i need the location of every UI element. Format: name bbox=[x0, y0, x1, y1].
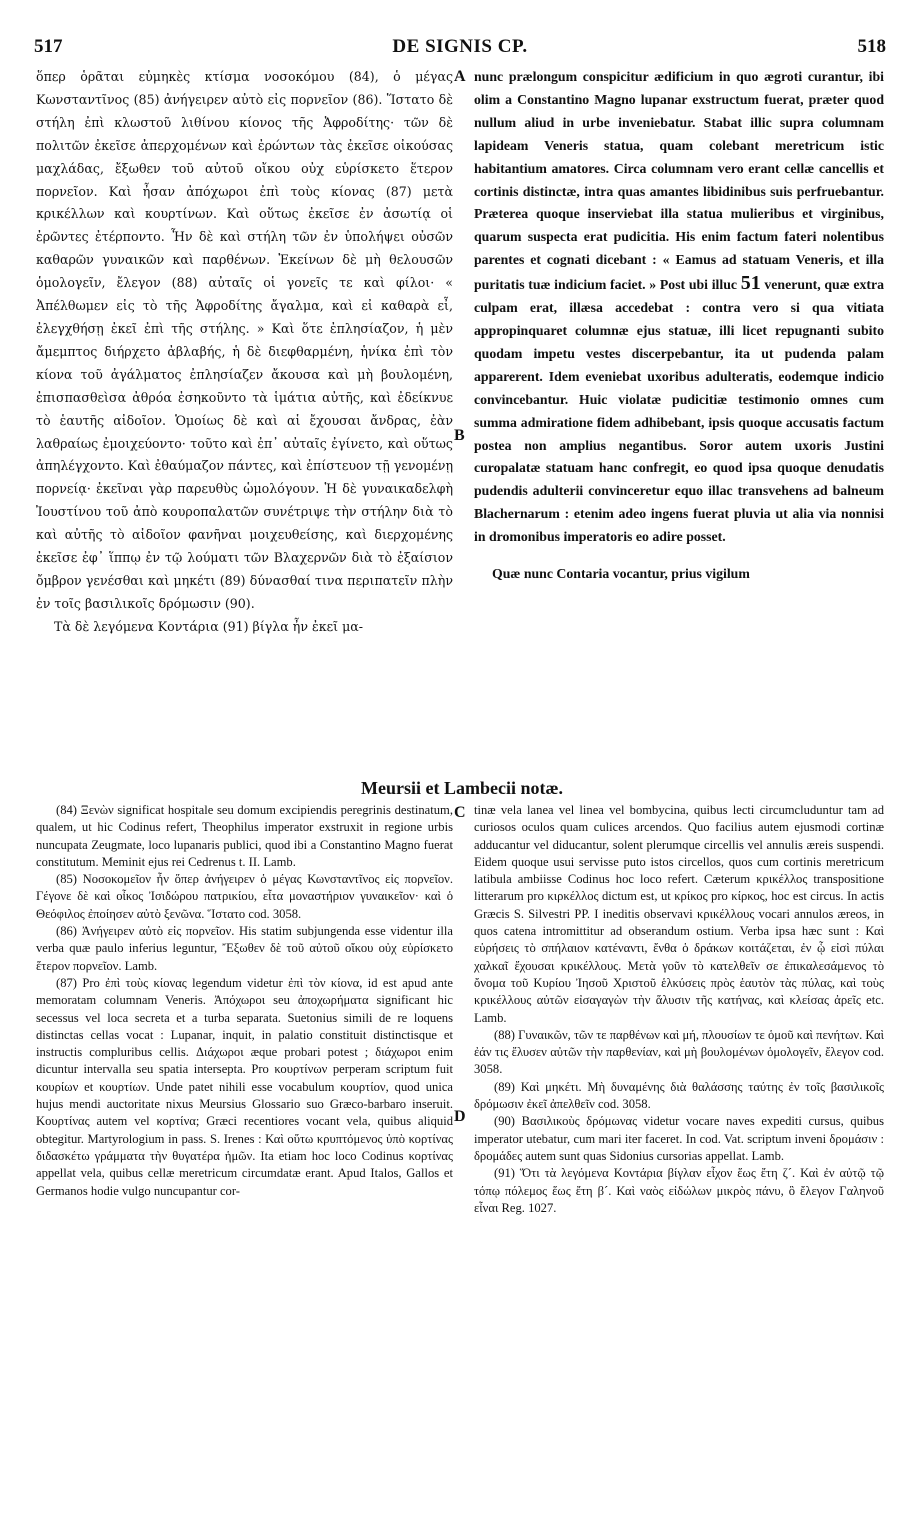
latin-translation-column bbox=[474, 66, 884, 586]
notes-left-column bbox=[36, 802, 453, 1200]
footnote: (91) Ὅτι τὰ λεγόμενα Κοντάρια βίγλαν εἶχον ἕως ἔτη ζ´. Καὶ ἐν αὐτῷ τῷ τόπῳ πόλεμος ἕως ἔτη β´. Καὶ ναὸς εἰδώλων μικρὸς πάνυ, ὃ ἔλεγον Γαληνοῦ εἶναι Reg. 1027. bbox=[474, 1166, 884, 1215]
footnote: (84) Ξενὼν significat hospitale seu domum excipiendis peregrinis destinatum, qualem, ut hic Codinus refert, Theophilus imperator exstruxit in regione urbis nuncupata Zeugmate, loco lupanaris publici, quod ibi a Constantino Magno fuerat constitutum. Meminit ejus rei Cedrenus t. II. Lamb. bbox=[36, 803, 453, 869]
margin-marker-d: D bbox=[454, 1108, 466, 1125]
margin-marker-a: A bbox=[454, 68, 466, 85]
latin-paragraph: Quæ nunc Contaria vocantur, prius vigilum bbox=[492, 566, 750, 582]
greek-paragraph: Τὰ δὲ λεγόμενα Κοντάρια (91) βίγλα ἦν ἐκεῖ μα- bbox=[54, 618, 364, 634]
notes-right-column bbox=[474, 802, 884, 1217]
notes-heading: Meursii et Lambecii notæ. bbox=[361, 778, 563, 798]
running-head bbox=[34, 36, 886, 58]
latin-paragraph bbox=[474, 66, 884, 549]
footnote: (90) Βασιλικοὺς δρόμωνας videtur vocare naves expediti cursus, quibus imperator utebatur, cum mari iter faceret. In cod. Vat. scriptum inveni δρομάσιν : δρομάδες autem sunt quas Sidonius cursorias appellat. Lamb. bbox=[474, 1114, 884, 1163]
footnote: (89) Καὶ μηκέτι. Μὴ δυναμένης διὰ θαλάσσης ταύτης ἐν τοῖς βασιλικοῖς δρόμωσιν ἐκεῖ ἀπελθεῖν cod. 3058. bbox=[474, 1079, 884, 1112]
footnote-continuation: tinæ vela lanea vel linea vel bombycina, quibus lecti circumcluduntur tam ad curiosos oculos quam culices arcendos. Quo facilius autem ejusmodi cortinæ adducantur vel diducantur, solent plerumque circellis vel annulis æreis suspendi. Eidem quoque usui servisse puto istos circellos, quos cum cortinis meretricum latibula ambiisse Codinus hoc loco refert. Cæterum κρικέλλος transpositione litterarum pro κιρκέλλος dictum est, ut κρίκος pro κίρκος, hoc est circus. In actis Græcis S. Silvestri PP. I ineditis observavi κρικέλλους vocari annulos æreos, in quos catena intromittitur ad obserandum ostium. Verba ipsa hæc sunt : Καὶ εὑρήσεις τὸ σπήλαιον κατέναντι, ἔνθα ὁ δράκων κοιτάζεται, ἐν ᾧ εἰσὶ πύλαι χαλκαῖ ἔχουσαι κρικέλλους. Μετὰ γοῦν τὸ κατελθεῖν σε ἐπικαλεσάμενος τὸ ὄνομα τοῦ Κυρίου Ἰησοῦ Χριστοῦ ἑλκύσεις πρὸς ἑαυτὸν τὰς πύλας, καὶ τοὺς κρικέλλους αὐτῶν εἰσαγαγὼν τὴν ἅλυσιν τῆς κατήνας, καὶ κλείσας ἀρεῖς etc. Lamb. bbox=[474, 803, 884, 1025]
footnote: (87) Pro ἐπὶ τοὺς κίονας legendum videtur ἐπὶ τὸν κίονα, id est apud ante memoratam columnam Veneris. Ἀπόχωροι seu ἀποχωρήματα significant hic secessus vel loca secreta et a turba separata. Suetonius simili de re loquens distinctas cellas vocat : Lupanar, inquit, in palatio constituit distinctisque et instructis compluribus cellis. Διάχωροι æque probari potest ; διάχωροι enim dicuntur intervalla seu spatia intersepta. Pro κουρτίνων perperam scriptum fuit κουρίων et κουρτίων. Unde patet nihili esse vocabulum κουρτίον, quod unica hujus mendi auctoritate nixus Meursius Glossario suo Græco-barbaro inseruit. Κουρτίνας autem vel κορτίνα; Græci recentiores vocant vela, quibus aliquid obtegitur. Martyrologium in pass. S. Irenes : Καὶ οὕτω κρυπτόμενος ὑπὸ κορτίνας διδασκέτω γράμματα τὴν θυγατέρα ἡμῶν. Ita etiam hoc loco Codinus κορτίνας appellat vela, quibus cellæ meretricum circumdatæ erant. Apud Italos, Gallos et Germanos hodie vulgo nuncupantur cor- bbox=[36, 975, 453, 1198]
greek-paragraph: ὅπερ ὁρᾶται εὐμηκὲς κτίσμα νοσοκόμου (84), ὁ μέγας Κωνσταντῖνος (85) ἀνήγειρεν αὐτὸ εἰς πορνεῖον (86). Ἵστατο δὲ στήλη ἐπὶ κλωστοῦ λιθίνου κίονος τῆς Ἀφροδίτης· τῶν δὲ πολιτῶν ἐκεῖσε ἀπερχομένων καὶ ἐρώντων τὰς ἐκεῖσε οἰκούσας μαχλάδας, ἔξωθεν τοῦ αὐτοῦ οἴκου οὐχ εὑρίσκετο ἕτερον πορνεῖον. Καὶ ἦσαν ἀπόχωροι ἐπὶ τοὺς κίονας (87) μετὰ κρικέλλων καὶ κουρτίνων. Καὶ οὕτως ἐκεῖσε ἐν ἀσωτίᾳ οἱ ἐρῶντες ἐτέρποντο. Ἦν δὲ καὶ στήλη τῶν ἐν ὑπολήψει οὐσῶν καθαρῶν γυναικῶν καὶ παρθένων. Ἐκείνων δὲ μὴ θελουσῶν ὁμολογεῖν, ἔλεγον (88) αὐταῖς οἱ γονεῖς τε καὶ φίλοι· « Ἀπέλθωμεν εἰς τὸ τῆς Ἀφροδίτης ἄγαλμα, καὶ εἰ καθαρὰ εἶ, ἐλεγχθήσῃ ἐκεῖ ἐπὶ τῆς στήλης. » Καὶ ὅτε ἐπλησίαζον, ἡ μὲν ἄμεμπτος διήρχετο ἀβλαβής, ἡ δὲ διεφθαρμένη, ἡνίκα ἐπὶ τὸν κίονα τοῦ ἀγάλματος ἐπλησίαζεν ἄκουσα καὶ μὴ βουλομένη, ἐπισπασθεὶσα ἀθρόα ἐσηκοῦντο τὰ ἱμάτια αὐτῆς, καὶ ἐδείκνυε τὸ ἑαυτῆς αἰδοῖον. Ὁμοίως δὲ καὶ αἱ ἔχουσαι ἄνδρας, ἐὰν λαθραίως ἐμοιχεύοντο· τοῦτο καὶ ἐπ᾽ αὐταῖς ἐγίνετο, καὶ οὕτως ἀπηλέγχοντο. Καὶ ἐθαύμαζον πάντες, καὶ ἐπίστευον τῇ γενομένῃ πορνείᾳ· ἐκεῖναι γὰρ παρευθὺς ὡμολόγουν. Ἡ δὲ γυναικαδελφὴ Ἰουστίνου τοῦ ἀπὸ κουροπαλατῶν συνέτριψε τὴν στήλην διὰ τὸ καὶ αὐτῆς τὸ αἰδοῖον φανῆναι μοιχευθείσης, καὶ διερχομένης ἐκεῖσε ἐφ᾽ ἵππῳ ἐν τῷ λούματι τῶν Βλαχερνῶν διὰ τὸ ἐξαίσιον ὄμβρον γενέσθαι καὶ μηκέτι (89) δύνασθαί τινα περιπατεῖν πλὴν ἐν τοῖς βασιλικοῖς δρόμωσιν (90). bbox=[36, 69, 453, 611]
edition-column-number: 51 bbox=[740, 272, 761, 295]
footnote: (86) Ἀνήγειρεν αὐτὸ εἰς πορνεῖον. His statim subjungenda esse videntur illa verba quæ paulo inferius leguntur, Ἔξωθεν δὲ τοῦ αὐτοῦ οἴκου οὐχ εὑρίσκετο ἕτερον πορνεῖον. Lamb. bbox=[36, 924, 453, 973]
left-page-number: 517 bbox=[34, 36, 63, 57]
running-title: DE SIGNIS CP. bbox=[392, 36, 528, 57]
latin-paragraph-part: venerunt, quæ extra culpam erat, illæsa accedebat : contra vero si qua vitiata appropinquaret columnæ ejus statuæ, illi licet repugnanti subito quodam impetu vestes discerpebantur, ita ut pudenda palam apparerent. Idem eveniebat uxoribus adulteratis, eodemque indicio convincebantur. Huic violatæ pudicitiæ testimonio omnes cum summa admiratione fidem adhibebant, ipsis quoque accusatis factum postea non amplius negantibus. Soror autem uxoris Justini curopalatæ statuam hanc confregit, eo quod ipsa quoque denudatis pudendis adulterii convinceretur equo illac transvehens ad balneum Blachernarum : etenim adeo ingens fuerat pluvia ut alia via nonnisi in dromonibus imperatoris eo adire posset. bbox=[474, 277, 885, 545]
margin-marker-b: B bbox=[454, 427, 465, 444]
margin-marker-c: C bbox=[454, 804, 466, 821]
footnote: (85) Νοσοκομεῖον ἦν ὅπερ ἀνήγειρεν ὁ μέγας Κωνσταντῖνος εἰς πορνεῖον. Γέγονε δὲ καὶ οἶκος Ἰσιδώρου πατρικίου, εἶτα μοναστήριον γυναικεῖον· καὶ ὁ Θεόφιλος ἐποίησεν αὐτὸ ξενῶνα. Ἵστατο cod. 3058. bbox=[36, 872, 453, 921]
greek-text-column bbox=[36, 66, 453, 639]
right-page-number: 518 bbox=[857, 36, 886, 57]
footnote: (88) Γυναικῶν, τῶν τε παρθένων καὶ μή, πλουσίων τε ὁμοῦ καὶ πενήτων. Καὶ ἐάν τις ἔλυσεν αὐτῶν τὴν παρθενίαν, καὶ μὴ βουλομένων ὁμολογεῖν, ἔλεγον cod. 3058. bbox=[474, 1027, 884, 1077]
latin-paragraph-part: nunc prælongum conspicitur ædificium in quo ægroti curantur, ibi olim a Constantino Magno lupanar exstructum fuerat, præter quod nullum aliud in urbe inveniebatur. Stabat illic supra columnam lapideam Veneris statua, quam colebant meretricum istic habitantium amatores. Circa columnam vero erant cellæ cancellis et cortinis distinctæ, intra quas amantes libidinibus suis perfruebantur. Præterea quoque inserviebat illa statua mulieribus et virginibus, quarum suspecta erat pudicitia. His enim factum fateri nolentibus parentes et cognati dicebant : « Eamus ad statuam Veneris, et illa puritatis tuæ indicium faciet. » Post ubi illuc bbox=[474, 69, 884, 293]
